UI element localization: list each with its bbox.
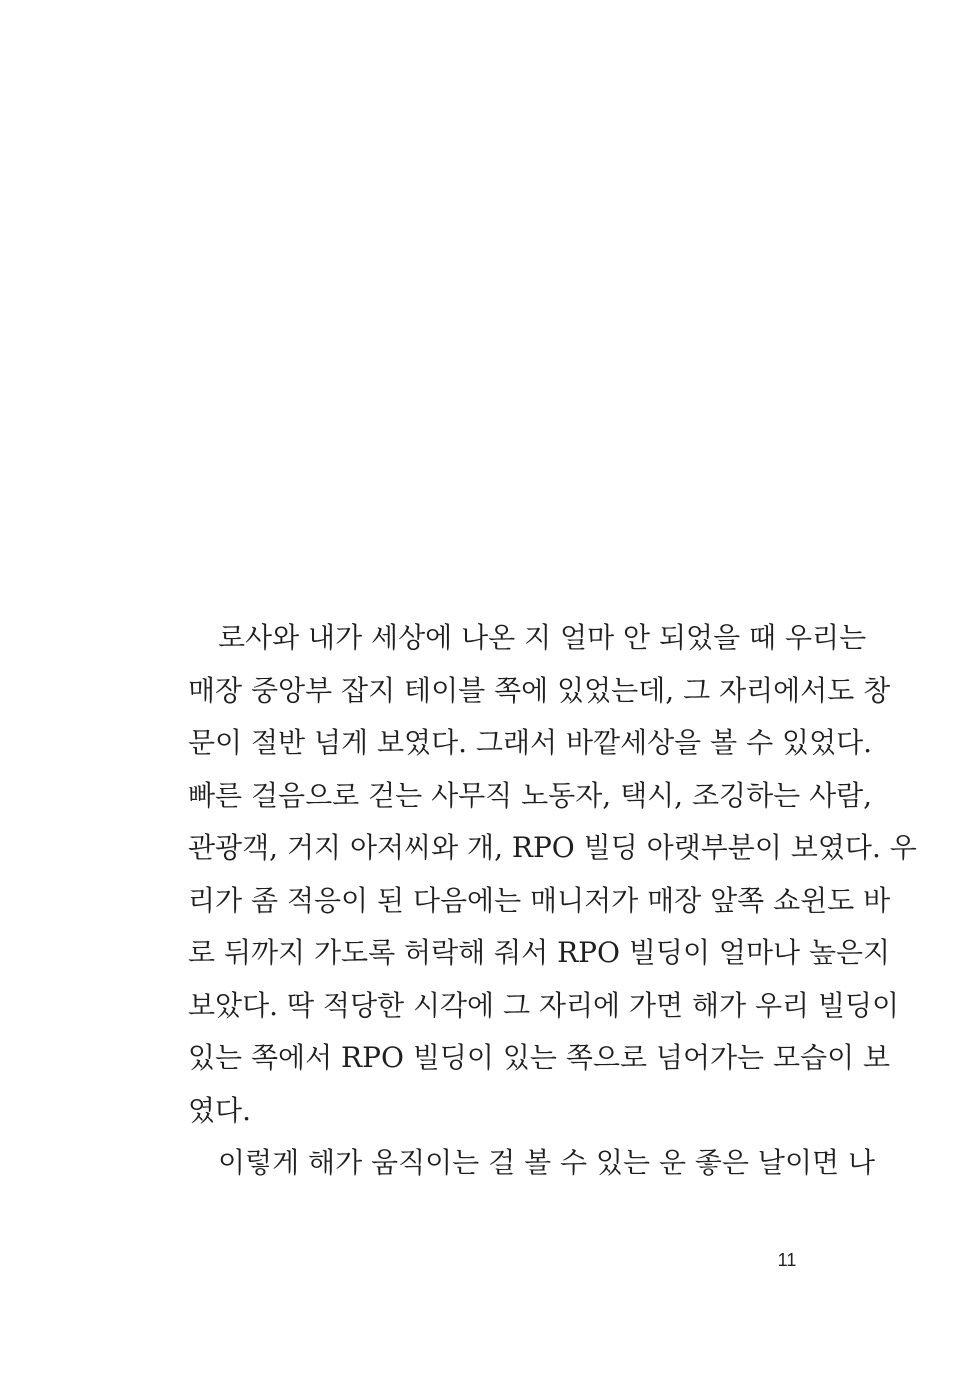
text-line: 보았다. 딱 적당한 시각에 그 자리에 가면 해가 우리 빌딩이 (188, 988, 900, 1022)
text-line: 관광객, 거지 아저씨와 개, RPO 빌딩 아랫부분이 보였다. 우 (188, 831, 917, 864)
text-line: 빠른 걸음으로 걷는 사무직 노동자, 택시, 조깅하는 사람, (188, 778, 873, 812)
text-line: 로사와 내가 세상에 나온 지 얼마 안 되었을 때 우리는 (218, 621, 867, 654)
body-text (188, 612, 917, 1190)
text-line: 로 뒤까지 가도록 허락해 줘서 RPO 빌딩이 얼마나 높은지 (188, 936, 891, 969)
text-line: 매장 중앙부 잡지 테이블 쪽에 있었는데, 그 자리에서도 창 (188, 673, 891, 707)
text-line: 리가 좀 적응이 된 다음에는 매니저가 매장 앞쪽 쇼윈도 바 (188, 883, 891, 917)
text-line: 있는 쪽에서 RPO 빌딩이 있는 쪽으로 넘어가는 모습이 보 (188, 1041, 891, 1074)
text-line: 였다. (188, 1093, 251, 1127)
text-line: 이렇게 해가 움직이는 걸 볼 수 있는 운 좋은 날이면 나 (218, 1146, 876, 1179)
page-number: 11 (777, 1250, 797, 1270)
text-line: 문이 절반 넘게 보였다. 그래서 바깥세상을 볼 수 있었다. (188, 726, 873, 759)
